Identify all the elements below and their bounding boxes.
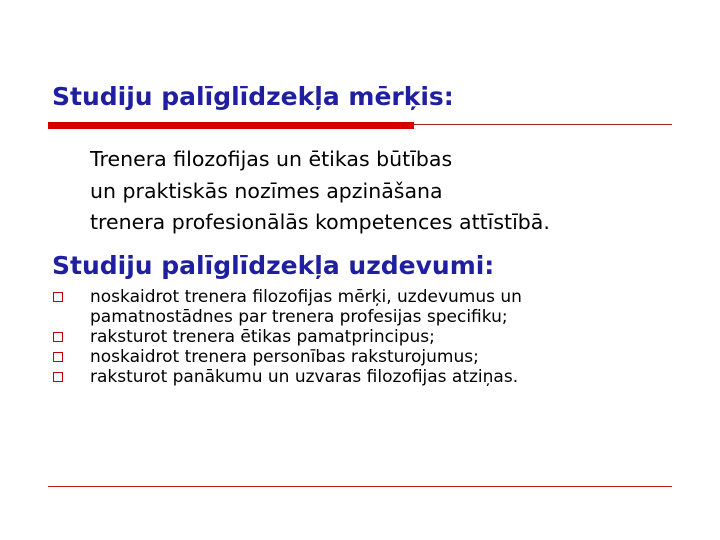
slide-title: Studiju palīglīdzekļa mērķis: — [52, 82, 454, 111]
title-underline-thin — [414, 124, 672, 125]
list-item-text-continued: pamatnostādnes par trenera profesijas specifiku; — [90, 307, 508, 327]
title-underline-accent — [48, 122, 414, 129]
list-item-text: noskaidrot trenera filozofijas mērķi, uzdevumus un — [90, 287, 522, 307]
list-item — [52, 327, 692, 347]
list-item — [52, 347, 692, 367]
list-item-text: raksturot trenera ētikas pamatprincipus; — [90, 327, 435, 347]
footer-divider — [48, 486, 672, 487]
list-item-text: raksturot panākumu un uzvaras filozofijas atziņas. — [90, 367, 519, 387]
goal-paragraph — [90, 144, 550, 239]
list-item-text: noskaidrot trenera personības raksturojumus; — [90, 347, 479, 367]
list-item — [52, 287, 692, 327]
tasks-list — [52, 287, 692, 387]
hollow-square-bullet-icon — [53, 352, 63, 362]
hollow-square-bullet-icon — [53, 292, 63, 302]
goal-line: trenera profesionālās kompetences attīstībā. — [90, 210, 550, 234]
hollow-square-bullet-icon — [53, 332, 63, 342]
goal-line: un praktiskās nozīmes apzināšana — [90, 178, 443, 203]
tasks-heading: Studiju palīglīdzekļa uzdevumi: — [52, 251, 495, 280]
hollow-square-bullet-icon — [53, 372, 63, 382]
list-item — [52, 367, 692, 387]
goal-line: Trenera filozofijas un ētikas būtības — [90, 147, 453, 171]
